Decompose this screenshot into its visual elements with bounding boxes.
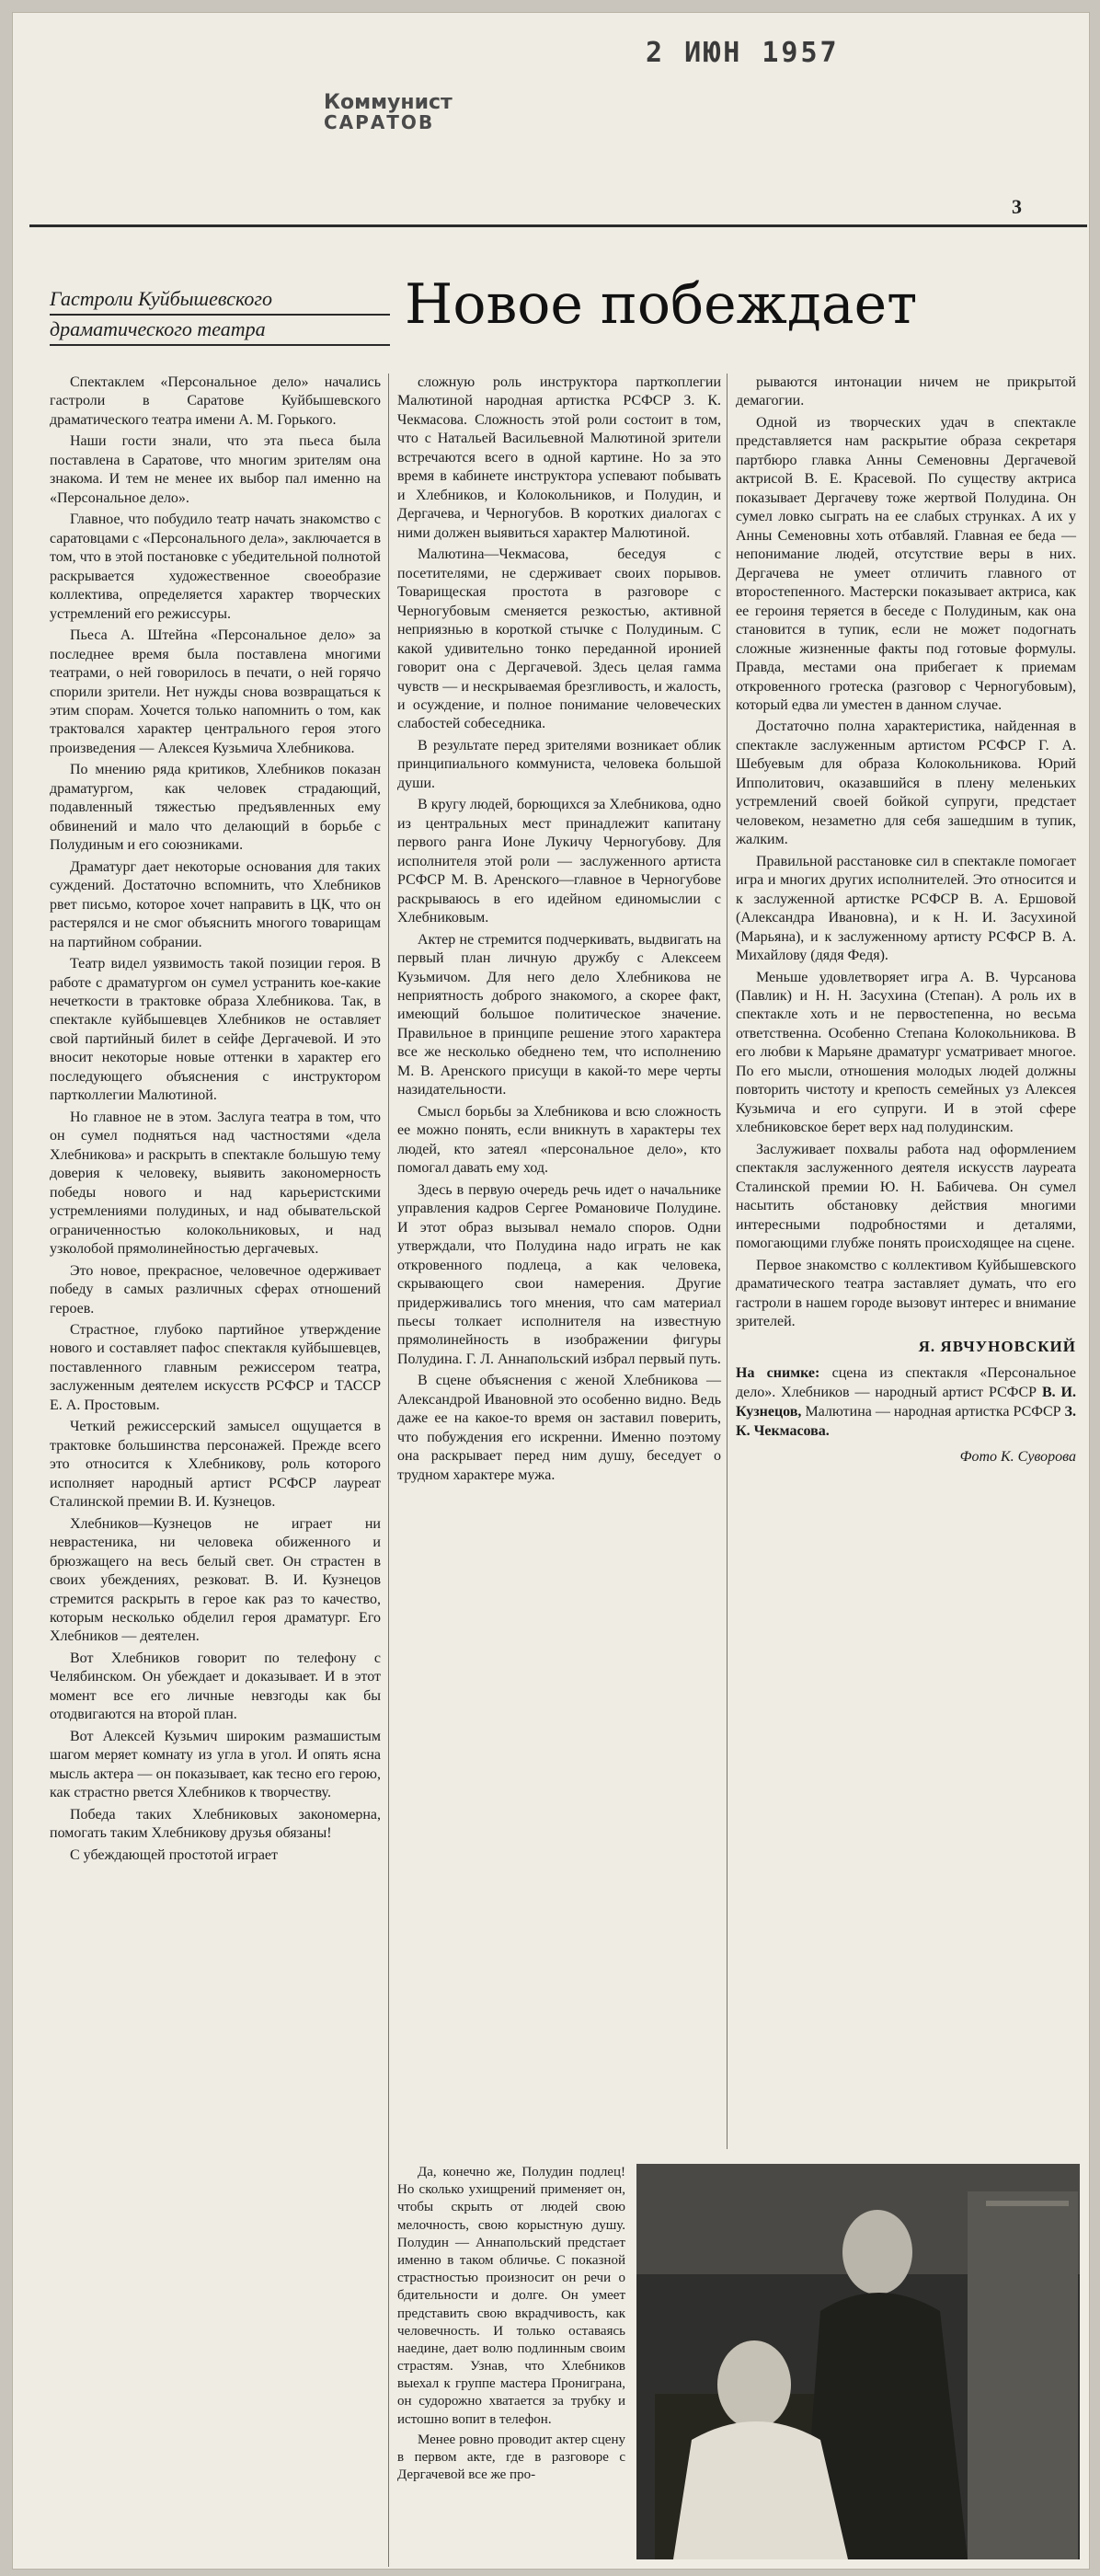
rubric-line-2: драматического театра bbox=[50, 316, 390, 346]
article-author: Я. ЯВЧУНОВСКИЙ bbox=[918, 1338, 1076, 1356]
paragraph: В сцене объяснения с женой Хлебникова — Александрой Ивановной это особенно видно. Ведь даже ее на какое-то время он заставил поверить, что побуждения его искренни. Именно поэтому она раскрывает перед ним душу, беседует о трудном характере мужа. bbox=[397, 1373, 721, 1483]
photo-credit: Фото К. Суворова bbox=[959, 1449, 1076, 1466]
paragraph: Драматург дает некоторые основания для таких суждений. Достаточно вспомнить, что Хлебников рвет письмо, которое хочет направить в ЦК, что он растерялся и не смог объяснить многого товарищам на партийном собрании. bbox=[50, 858, 381, 950]
paragraph: Одной из творческих удач в спектакле представляется нам раскрытие образа секретаря партбюро главка Анны Семеновны Дергачевой актрисой В. Е. Красевой. По существу актриса показывает Дергачеву тоже жертвой Полудина. Он сумел ловко сыграть на ее слабых струнках. А их у Анны Семеновны хоть отбавляй. Главная ее беда — непонимание людей, отсутствие веры в них. Дергачева не умеет отличить главного от второстепенного. Мастерски показывает актриса, как ее героиня теряется в беседе с Полудиным, как она становится в тупик, если не может подогнать сложные жизненные факты под готовые формулы. Правда, местами она прибегает к приемам откровенного гротеска (разговор с Черногубовым), который едва ли уместен в данном случае. bbox=[736, 414, 1076, 713]
page-number: 3 bbox=[1012, 195, 1022, 218]
article-column-1 bbox=[50, 374, 381, 1868]
paragraph: Главное, что побудило театр начать знакомство с саратовцами с «Персонального дела», заключается в том, что в этой постановке с убедительной полнотой раскрывается художественное своеобразие коллектива, определяется характер творческих устремлений его режиссуры. bbox=[50, 512, 381, 622]
date-stamp: 2 ИЮН 1957 bbox=[646, 37, 840, 69]
paragraph: Малютина—Чекмасова, беседуя с посетителями, не сдерживает своих порывов. Товарищеская простота в разговоре с Черногубовым сменяется резкостью, активной неприязнью в короткой стычке с Полудиным. С какой удивительно тонко переданной иронией говорит она с Дергачевой. Здесь целая гамма чувств — и нескрываемая брезгливость, и жалость, и осуждение, и полное понимание человеческих слабостей собеседника. bbox=[397, 546, 721, 732]
article-column-2 bbox=[397, 374, 721, 1488]
paragraph: Да, конечно же, Полудин подлец! Но сколько ухищрений применяет он, чтобы скрыть от людей свою мелочность, свою корыстную душу. Полудин — Аннапольский предстает именно в таком обличье. С показной страстностью произносит он речи о бдительности и долге. Он умеет представить свою вкрадчивость, как человечность. И только оставаясь наедине, дает волю подлинным своим страстям. Узнав, что Хлебников выехал к группе мастера Прониграна, он судорожно хватается за трубку и истошно вопит в телефон. bbox=[397, 2165, 625, 2427]
paragraph: Победа таких Хлебниковых закономерна, помогать таким Хлебникову друзья обязаны! bbox=[50, 1806, 381, 1842]
scene-photograph bbox=[636, 2164, 1080, 2559]
paragraph: рываются интонации ничем не прикрытой демагогии. bbox=[736, 374, 1076, 409]
header-rule bbox=[29, 224, 1087, 227]
column-divider bbox=[727, 374, 728, 2149]
paragraph: В кругу людей, борющихся за Хлебникова, одно из центральных мест принадлежит капитану первого ранга Ионе Лукичу Черногубову. Для исполнителя этой роли — заслуженного артиста РСФСР М. В. Аренского—главное в Черногубове раскрываюсь в его идейном единомыслии с Хлебниковым. bbox=[397, 797, 721, 926]
paragraph: Правильной расстановке сил в спектакле помогает игра и многих других исполнителей. Это относится и к заслуженной артистке РСФСР В. А. Ершовой (Александра Ивановна), и к Н. И. Засухиной (Марьяна), и к заслуженному артисту РСФСР В. А. Михайлову (дядя Федя). bbox=[736, 853, 1076, 964]
rubric-line-1: Гастроли Куйбышевского bbox=[50, 285, 390, 316]
paragraph: Но главное не в этом. Заслуга театра в том, что он сумел подняться над частностями «дела Хлебникова» и раскрыть в спектакле большую тему доверия к человеку, выявить закономерность победы нового и над карьеристскими устремлениями полудиных, и над обывательской ограниченностью колокольниковых, и над узколобой прямолинейностью дергачевых. bbox=[50, 1109, 381, 1258]
column-divider bbox=[388, 374, 389, 2567]
paragraph: Меньше удовлетворяет игра А. В. Чурсанова (Павлик) и Н. Н. Засухина (Степан). А роль их в спектакле хоть и не первостепенна, но весьма ответственна. Особенно Степана Колокольникова. В его любви к Марьяне драматург усматривает многое. По его мысли, отношения молодых людей должны повторить чистоту и крепость семейных уз Алексея Кузьмича и его супруги. И в этой сфере хлебниковское берет верх над полудинским. bbox=[736, 969, 1076, 1136]
paragraph: По мнению ряда критиков, Хлебников показан драматургом, как человек страдающий, подавленный тяжестью предъявленных ему обвинений и мало что делающий в борьбе с Полудиным и его союзниками. bbox=[50, 762, 381, 854]
article-column-2-continued bbox=[397, 2164, 625, 2487]
article-column-3 bbox=[736, 374, 1076, 1467]
paragraph: В результате перед зрителями возникает облик принципиального коммуниста, человека большой души. bbox=[397, 737, 721, 791]
article-headline: Новое побеждает bbox=[405, 272, 918, 337]
paragraph: Достаточно полна характеристика, найденная в спектакле заслуженным артистом РСФСР Г. А. Шебуевым для образа Колокольникова. Юрий Ипполитович, оказавшийся в плену меленьких устремлений своей бойкой супруги, предстает человеком, незаметно для себя зашедшим в тупик, жалким. bbox=[736, 719, 1076, 848]
photo-image bbox=[636, 2164, 1080, 2559]
paragraph: Менее ровно проводит актер сцену в первом акте, где в разговоре с Дергачевой все же про- bbox=[397, 2432, 625, 2483]
rubric bbox=[50, 285, 390, 346]
caption-actor-1: В. И. Кузнецов, bbox=[736, 1384, 1076, 1420]
paragraph: Театр видел уязвимость такой позиции героя. В работе с драматургом он сумел устранить кое-какие нечеткости в трактовке образа Хлебникова. Так, в спектакле куйбышевцев Хлебников не оставляет свой партийный билет в сейфе Дергачевой. И это вносит некоторые новые оттенки в характер его последующего объяснения с инструктором партколлегии Малютиной. bbox=[50, 956, 381, 1104]
paragraph: Это новое, прекрасное, человечное одерживает победу в самых различных сферах отношений героев. bbox=[50, 1262, 381, 1317]
paragraph: Страстное, глубоко партийное утверждение нового и составляет пафос спектакля куйбышевцев, поставленного главным режиссером театра, заслуженным деятелем искусств РСФСР и ТАССР Е. А. Простовым. bbox=[50, 1321, 381, 1413]
paragraph: Заслуживает похвалы работа над оформлением спектакля заслуженного деятеля искусств лауреата Сталинской премии Ю. Н. Бабичева. Он сумел насытить обстановку действия многими интересными подробностями и деталями, помогающими глубже понять происходящее на сцене. bbox=[736, 1141, 1076, 1252]
paragraph: Здесь в первую очередь речь идет о начальнике управления кадров Сергее Романовиче Полудине. И этот образ вызывал немало споров. Одни утверждали, что Полудина надо играть не как откровенного подлеца, а как человека, скрывающего свои намерения. Другие придерживались того мнения, что сам материал пьесы толкает исполнителя на известную прямолинейность в изображении фигуры Полудина. Г. Л. Аннапольский избрал первый путь. bbox=[397, 1181, 721, 1367]
paragraph: Наши гости знали, что эта пьеса была поставлена в Саратове, что многим зрителям она знакома. И тем не менее их выбор пал именно на «Персональное дело». bbox=[50, 433, 381, 506]
paragraph: Спектаклем «Персональное дело» начались гастроли в Саратове Куйбышевского драматического театра имени А. М. Горького. bbox=[50, 374, 381, 428]
caption-middle: Малютина — народная артистка РСФСР bbox=[805, 1403, 1061, 1420]
newspaper-clipping bbox=[13, 13, 1089, 2569]
caption-text: сцена из спектакля «Персональное дело». Хлебников — народный артист РСФСР bbox=[736, 1365, 1077, 1400]
paragraph: С убеждающей простотой играет bbox=[70, 1846, 279, 1863]
paragraph: Хлебников—Кузнецов не играет ни неврастеника, ни человека обиженного и брюзжащего на весь белый свет. Он страстен в своих убеждениях, резковат. В. И. Кузнецов стремится раскрыть в герое как раз то качество, которым несколько обделил героя драматург. Его Хлебников — деятелен. bbox=[50, 1515, 381, 1645]
caption-label: На снимке: bbox=[736, 1365, 820, 1382]
newspaper-stamp-title: Коммунист bbox=[324, 91, 453, 114]
paragraph: Вот Алексей Кузьмич широким размашистым шагом меряет комнату из угла в угол. И опять ясна мысль актера — он показывает, как тесно его герою, как страстно рвется Хлебников к творчеству. bbox=[50, 1728, 381, 1801]
newspaper-stamp-city: САРАТОВ bbox=[324, 111, 435, 134]
paragraph: Вот Хлебников говорит по телефону с Челябинском. Он убеждает и доказывает. И в этот момент все его личные невзгоды как бы отодвигаются на второй план. bbox=[50, 1650, 381, 1723]
paragraph: Четкий режиссерский замысел ощущается в трактовке большинства персонажей. Прежде всего это относится к Хлебникову, роль которого исполняет народный артист РСФСР лауреат Сталинской премии В. И. Кузнецов. bbox=[50, 1419, 381, 1511]
paragraph: Смысл борьбы за Хлебникова и всю сложность ее можно понять, если вникнуть в характеры тех людей, кто затеял «персональное дело», кто помогал давать ему ход. bbox=[397, 1103, 721, 1177]
photo-caption bbox=[736, 1364, 1076, 1441]
paragraph: сложную роль инструктора парткоплегии Малютиной народная артистка РСФСР З. К. Чекмасова. Сложность этой роли состоит в том, что с Натальей Васильевной Малютиной зрители встречаются всего в одной картине. Но за это время в кабинете инструктора успевают побывать и Хлебников, и Колокольников, и Полудин, и Дергачева, и Черногубов. В коротких диалогах с ними должен выявиться характер Малютиной. bbox=[397, 374, 721, 541]
paragraph: Актер не стремится подчеркивать, выдвигать на первый план личную дружбу с Алексеем Кузьмичом. Для него дело Хлебникова не неприятность доброго знакомого, а скорее факт, имеющий большое политическое значение. Правильное в принципе решение этого характера все же несколько обеднено тем, что исполнению М. В. Аренского присущи в какой-то мере черты назидательности. bbox=[397, 931, 721, 1098]
newspaper-stamp bbox=[324, 92, 535, 132]
paragraph: Пьеса А. Штейна «Персональное дело» за последнее время была поставлена многими театрами, о ней говорилось в печати, о ней горячо спорили зрители. Нет нужды снова возвращаться к этим спорам. Хочется только напомнить о том, как трактовался характер центрального героя этого произведения — Алексея Кузьмича Хлебникова. bbox=[50, 627, 381, 756]
caption-actor-2: З. К. Чекмасова. bbox=[736, 1403, 1076, 1439]
paragraph: Первое знакомство с коллективом Куйбышевского драматического театра заставляет думать, что его гастроли в нашем городе вызовут интерес и внимание зрителей. bbox=[736, 1257, 1076, 1329]
